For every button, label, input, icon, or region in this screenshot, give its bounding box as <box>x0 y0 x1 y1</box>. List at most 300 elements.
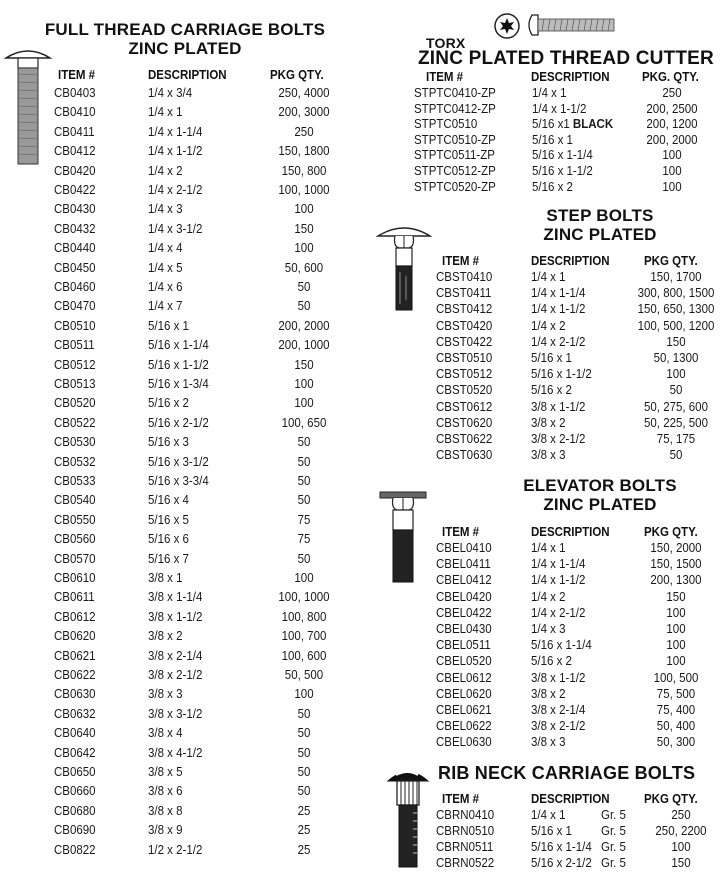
table-row <box>436 351 720 368</box>
description: 1/4 x 2 <box>531 318 566 333</box>
description: 1/4 x 1-1/2 <box>531 573 586 588</box>
table-row <box>54 590 354 607</box>
package-quantity: 200, 1300 <box>650 573 702 588</box>
column-header-item: ITEM # <box>426 70 464 84</box>
table-row <box>436 448 720 465</box>
package-quantity: 75 <box>297 532 311 547</box>
table-row <box>436 286 720 303</box>
table-row <box>436 270 720 287</box>
description: 5/16 x 6 <box>148 532 189 547</box>
column-header-item: ITEM # <box>58 68 96 82</box>
description: 1/4 x 1-1/2 <box>148 144 203 159</box>
table-row <box>54 144 354 161</box>
item-number: CBST0622 <box>436 432 493 446</box>
item-number: CBEL0430 <box>436 622 492 636</box>
description: 5/16 x 1 <box>532 132 573 147</box>
description: 1/4 x 2 <box>531 589 566 604</box>
description: 5/16 x 7 <box>148 551 189 566</box>
package-quantity: 50 <box>669 448 683 463</box>
item-number: CB0610 <box>54 571 96 585</box>
description: 1/4 x 1-1/2 <box>532 101 587 116</box>
description: 1/4 x 3 <box>148 202 183 217</box>
item-number: CBEL0630 <box>436 735 492 750</box>
table-row <box>54 765 354 782</box>
package-quantity: 100 <box>294 202 314 217</box>
package-quantity: 150 <box>666 334 686 349</box>
package-quantity: 150 <box>671 856 691 870</box>
table-row <box>54 571 354 588</box>
package-quantity: 100 <box>666 654 686 669</box>
table-row <box>436 671 720 688</box>
table-row <box>54 804 354 821</box>
package-quantity: 100, 800 <box>281 609 327 624</box>
package-quantity: 50, 1300 <box>653 351 699 365</box>
table-row <box>436 400 720 417</box>
package-quantity: 250, 4000 <box>278 86 330 100</box>
package-quantity: 150, 1800 <box>278 144 330 159</box>
item-number: CB0540 <box>54 493 96 508</box>
package-quantity: 100, 700 <box>281 629 327 644</box>
carriage-bolt-icon <box>4 40 54 170</box>
item-number: CBEL0520 <box>436 654 492 669</box>
section-title: STEP BOLTS ZINC PLATED <box>543 206 657 244</box>
package-quantity: 50, 500 <box>284 668 324 682</box>
table-row <box>436 856 720 873</box>
item-number: CB0403 <box>54 86 96 100</box>
item-number: CB0822 <box>54 842 96 857</box>
description: 1/4 x 1 <box>531 541 566 555</box>
item-number: STPTC0410-ZP <box>414 86 496 100</box>
table-row <box>54 746 354 763</box>
table-row <box>54 474 354 491</box>
description: 3/8 x 5 <box>148 765 183 779</box>
table-row <box>436 590 720 607</box>
description: 1/4 x 6 <box>148 280 183 294</box>
description: 1/4 x 1-1/2 <box>531 302 586 317</box>
table-row <box>54 319 354 336</box>
table-row <box>54 299 354 316</box>
item-number: CB0440 <box>54 241 96 256</box>
table-row <box>436 557 720 574</box>
item-number: CBEL0420 <box>436 589 492 604</box>
column-header-qty: PKG QTY. <box>644 792 698 806</box>
package-quantity: 100 <box>666 638 686 653</box>
table-row <box>54 396 354 413</box>
package-quantity: 100, 1000 <box>278 590 330 605</box>
item-number: CB0690 <box>54 823 96 838</box>
description: 5/16 x 1-1/2 <box>531 367 592 382</box>
description: 3/8 x 2-1/2 <box>531 432 586 446</box>
table-row <box>436 432 720 449</box>
table-row <box>436 687 720 704</box>
item-number: CBST0510 <box>436 351 493 365</box>
table-row <box>414 133 714 150</box>
table-row <box>436 638 720 655</box>
item-number: CBEL0422 <box>436 605 492 620</box>
item-number: CBST0620 <box>436 415 493 430</box>
table-row <box>54 687 354 704</box>
column-header-qty: PKG. QTY. <box>642 70 699 84</box>
package-quantity: 50, 225, 500 <box>644 415 708 430</box>
item-number: CB0533 <box>54 474 96 488</box>
item-number: CB0460 <box>54 280 96 294</box>
description: 3/8 x 4 <box>148 726 183 741</box>
package-quantity: 100 <box>666 367 686 382</box>
item-number: CBEL0621 <box>436 703 492 717</box>
description-highlight: BLACK <box>572 117 614 132</box>
package-quantity: 100 <box>662 148 682 163</box>
package-quantity: 100, 600 <box>281 648 327 663</box>
column-header-item: ITEM # <box>442 792 480 806</box>
grade: Gr. 5 <box>601 824 626 838</box>
item-number: CB0420 <box>54 163 96 178</box>
package-quantity: 75, 400 <box>656 703 696 717</box>
table-row <box>54 280 354 297</box>
table-row <box>54 183 354 200</box>
package-quantity: 100 <box>666 622 686 636</box>
table-row <box>436 808 720 825</box>
table-row <box>436 541 720 558</box>
item-number: CB0432 <box>54 221 96 236</box>
package-quantity: 100, 650 <box>281 415 327 430</box>
package-quantity: 150, 800 <box>281 163 327 178</box>
description: 1/4 x 2-1/2 <box>531 334 586 349</box>
package-quantity: 75, 500 <box>656 686 696 701</box>
table-row <box>54 435 354 452</box>
description: 3/8 x 8 <box>148 803 183 818</box>
description: 1/4 x 2-1/2 <box>531 605 586 620</box>
item-number: CBST0520 <box>436 383 493 398</box>
description: 1/4 x 3/4 <box>148 86 193 100</box>
description: 1/4 x 1 <box>531 270 566 284</box>
description: 1/4 x 2 <box>148 163 183 178</box>
item-number: STPTC0520-ZP <box>414 179 496 194</box>
package-quantity: 100 <box>294 571 314 585</box>
description: 5/16 x 1 <box>531 351 572 365</box>
grade: Gr. 5 <box>601 808 626 822</box>
description: 5/16 x 3-1/2 <box>148 454 209 469</box>
table-row <box>54 377 354 394</box>
column-header-description: DESCRIPTION <box>531 254 610 268</box>
package-quantity: 50 <box>297 765 311 779</box>
description: 5/16 x 4 <box>148 493 189 508</box>
description: 5/16 x 5 <box>148 512 189 527</box>
item-number: CB0522 <box>54 415 96 430</box>
column-header-item: ITEM # <box>442 254 480 268</box>
description: 3/8 x 2-1/4 <box>148 648 203 663</box>
item-number: CBST0420 <box>436 318 493 333</box>
package-quantity: 100 <box>294 241 314 256</box>
package-quantity: 50 <box>297 745 311 760</box>
package-quantity: 100, 500 <box>653 670 699 685</box>
item-number: CB0422 <box>54 183 96 197</box>
column-header-qty: PKG QTY. <box>644 254 698 268</box>
rib-neck-carriage-bolts-section <box>370 755 720 873</box>
item-number: CB0650 <box>54 765 96 779</box>
item-number: STPTC0510 <box>414 117 478 132</box>
torx-head-icon <box>493 12 521 40</box>
item-number: CB0550 <box>54 512 96 527</box>
item-number: CB0530 <box>54 435 96 450</box>
item-number: CB0640 <box>54 726 96 741</box>
description: 1/4 x 3 <box>531 622 566 636</box>
item-number: CBEL0412 <box>436 573 492 588</box>
description: 5/16 x 1-1/4 <box>532 148 593 163</box>
package-quantity: 200, 2000 <box>646 132 698 147</box>
package-quantity: 50 <box>297 454 311 469</box>
item-number: CB0630 <box>54 687 96 702</box>
grade: Gr. 5 <box>601 840 626 854</box>
item-number: CB0410 <box>54 105 96 120</box>
table-row <box>54 843 354 860</box>
package-quantity: 250 <box>294 124 314 139</box>
package-quantity: 200, 1000 <box>278 338 330 353</box>
package-quantity: 25 <box>297 803 311 818</box>
item-number: CBEL0612 <box>436 670 492 685</box>
table-row <box>414 164 714 181</box>
table-row <box>436 335 720 352</box>
item-number: CBST0412 <box>436 302 493 317</box>
table-row <box>54 493 354 510</box>
package-quantity: 150, 1500 <box>650 557 702 572</box>
package-quantity: 50 <box>297 706 311 721</box>
table-row <box>54 241 354 258</box>
table-row <box>436 840 720 857</box>
item-number: CBRN0410 <box>436 808 495 822</box>
step-bolt-icon <box>376 220 432 316</box>
table-row <box>54 532 354 549</box>
description: 3/8 x 2 <box>148 629 183 644</box>
grade: Gr. 5 <box>601 856 626 870</box>
item-number: CBRN0522 <box>436 856 495 870</box>
item-number: CBST0410 <box>436 270 493 284</box>
table-row <box>436 735 720 752</box>
description: 3/8 x 1-1/2 <box>531 399 586 414</box>
description: 3/8 x 3 <box>531 448 566 463</box>
table-row <box>54 823 354 840</box>
description: 3/8 x 1 <box>148 571 183 585</box>
package-quantity: 150, 1700 <box>650 270 702 284</box>
description: 1/4 x 4 <box>148 241 183 256</box>
item-number: CB0511 <box>54 338 95 353</box>
item-number: CB0621 <box>54 648 96 663</box>
description: 5/16 x 2-1/2 <box>148 415 209 430</box>
item-number: CB0513 <box>54 377 96 391</box>
elevator-bolts-section <box>370 470 720 750</box>
description: 5/16 x 2 <box>531 654 572 669</box>
item-number: CBRN0511 <box>436 840 494 854</box>
table-row <box>54 358 354 375</box>
description: 3/8 x 2 <box>531 686 566 701</box>
column-header-description: DESCRIPTION <box>148 68 227 82</box>
item-number: CB0680 <box>54 803 96 818</box>
package-quantity: 100 <box>662 164 682 178</box>
table-row <box>54 164 354 181</box>
table-row <box>436 319 720 336</box>
table-row <box>436 719 720 736</box>
table-row <box>54 416 354 433</box>
package-quantity: 150, 2000 <box>650 541 702 555</box>
table-row <box>436 573 720 590</box>
description: 5/16 x 1-1/4 <box>531 638 592 653</box>
item-number: CBST0612 <box>436 399 493 414</box>
description: 1/4 x 1-1/4 <box>531 557 586 572</box>
item-number: STPTC0511-ZP <box>414 148 495 163</box>
description: 1/4 x 1 <box>148 105 183 120</box>
column-header-description: DESCRIPTION <box>531 525 610 539</box>
section-title: ELEVATOR BOLTS ZINC PLATED <box>523 476 677 514</box>
thread-cutter-section <box>410 0 720 200</box>
table-row <box>54 784 354 801</box>
package-quantity: 200, 1200 <box>646 117 698 132</box>
package-quantity: 150 <box>294 221 314 236</box>
table-row <box>54 629 354 646</box>
item-number: CB0510 <box>54 318 96 333</box>
item-number: CB0430 <box>54 202 96 217</box>
description: 5/16 x 1 <box>531 824 572 838</box>
item-number: CB0450 <box>54 260 96 275</box>
description: 5/16 x 1-1/2 <box>148 357 209 372</box>
item-number: CB0642 <box>54 745 96 760</box>
table-row <box>54 513 354 530</box>
package-quantity: 100 <box>666 605 686 620</box>
package-quantity: 50 <box>297 435 311 450</box>
item-number: CBEL0511 <box>436 638 491 653</box>
package-quantity: 50 <box>297 474 311 488</box>
table-row <box>414 117 714 134</box>
section-title: RIB NECK CARRIAGE BOLTS <box>438 763 696 783</box>
table-row <box>436 367 720 384</box>
thread-cutter-screw-icon <box>526 13 616 37</box>
description: 5/16 x 2 <box>532 179 573 194</box>
description: 5/16 x 1-1/4 <box>148 338 209 353</box>
description: 1/4 x 1-1/4 <box>531 286 586 301</box>
description: 3/8 x 4-1/2 <box>148 745 203 760</box>
section-title: ZINC PLATED THREAD CUTTER <box>418 48 714 69</box>
table-row <box>54 125 354 142</box>
item-number: CBST0630 <box>436 448 493 463</box>
package-quantity: 50 <box>297 280 311 294</box>
table-row <box>54 105 354 122</box>
description: 1/4 x 1 <box>532 86 567 100</box>
table-row <box>54 610 354 627</box>
item-number: CB0622 <box>54 668 96 682</box>
package-quantity: 100 <box>294 377 314 391</box>
package-quantity: 50 <box>297 299 311 314</box>
table-row <box>414 148 714 165</box>
table-row <box>54 726 354 743</box>
package-quantity: 250 <box>662 86 682 100</box>
description: 5/16 x 1-1/4 <box>531 840 592 854</box>
column-header-qty: PKG QTY. <box>270 68 324 82</box>
item-number: CB0532 <box>54 454 96 469</box>
description: 3/8 x 1-1/2 <box>148 609 203 624</box>
description: 5/16 x 1 <box>148 318 189 333</box>
item-number: CBST0411 <box>436 286 492 301</box>
package-quantity: 50 <box>297 493 311 508</box>
description: 3/8 x 2-1/2 <box>148 668 203 682</box>
description: 3/8 x 1-1/2 <box>531 670 586 685</box>
package-quantity: 50 <box>297 726 311 741</box>
description: 1/4 x 7 <box>148 299 183 314</box>
package-quantity: 250, 2200 <box>655 824 707 838</box>
package-quantity: 150 <box>666 589 686 604</box>
description: 3/8 x 6 <box>148 784 183 799</box>
item-number: CBEL0410 <box>436 541 492 555</box>
item-number: CB0411 <box>54 124 95 139</box>
table-row <box>54 338 354 355</box>
table-row <box>54 668 354 685</box>
description: 5/16 x 2-1/2 <box>531 856 592 870</box>
package-quantity: 100 <box>671 840 691 854</box>
item-number: CB0560 <box>54 532 96 547</box>
description: 5/16 x 3 <box>148 435 189 450</box>
description: 1/4 x 2-1/2 <box>148 183 203 197</box>
item-number: CB0520 <box>54 396 96 411</box>
description: 3/8 x 3 <box>148 687 183 702</box>
section-title: FULL THREAD CARRIAGE BOLTS ZINC PLATED <box>44 20 326 58</box>
item-number: STPTC0512-ZP <box>414 164 496 178</box>
table-row <box>414 86 714 103</box>
item-number: CB0570 <box>54 551 96 566</box>
table-row <box>54 222 354 239</box>
item-number: CBEL0622 <box>436 719 492 734</box>
table-row <box>436 622 720 639</box>
package-quantity: 25 <box>297 823 311 838</box>
description: 3/8 x 9 <box>148 823 183 838</box>
item-number: STPTC0412-ZP <box>414 101 496 116</box>
description: 1/4 x 5 <box>148 260 183 275</box>
item-number: STPTC0510-ZP <box>414 132 496 147</box>
table-row <box>54 261 354 278</box>
item-number: CB0611 <box>54 590 95 605</box>
description: 3/8 x 1-1/4 <box>148 590 203 605</box>
table-row <box>436 302 720 319</box>
package-quantity: 50 <box>669 383 683 398</box>
table-row <box>436 416 720 433</box>
package-quantity: 75, 175 <box>656 432 696 446</box>
package-quantity: 50 <box>297 784 311 799</box>
package-quantity: 25 <box>297 842 311 857</box>
table-row <box>414 180 714 197</box>
item-number: CB0512 <box>54 357 96 372</box>
table-row <box>54 649 354 666</box>
elevator-bolt-icon <box>378 490 428 590</box>
item-number: CB0660 <box>54 784 96 799</box>
table-row <box>54 202 354 219</box>
item-number: CB0632 <box>54 706 96 721</box>
item-number: CBEL0620 <box>436 686 492 701</box>
description: 3/8 x 2-1/4 <box>531 703 586 717</box>
description: 5/16 x 1-1/2 <box>532 164 593 178</box>
column-header-description: DESCRIPTION <box>531 70 610 84</box>
item-number: CB0470 <box>54 299 96 314</box>
item-number: CBST0512 <box>436 367 493 382</box>
package-quantity: 100, 1000 <box>278 183 330 197</box>
description: 5/16 x 2 <box>531 383 572 398</box>
package-quantity: 150 <box>294 357 314 372</box>
table-row <box>54 86 354 103</box>
description: 5/16 x 3-3/4 <box>148 474 209 488</box>
rib-neck-bolt-icon <box>386 763 430 873</box>
item-number: CBRN0510 <box>436 824 495 838</box>
table-row <box>436 654 720 671</box>
item-number: CB0620 <box>54 629 96 644</box>
package-quantity: 50, 400 <box>656 719 696 734</box>
description: 5/16 x 2 <box>148 396 189 411</box>
package-quantity: 100 <box>662 179 682 194</box>
package-quantity: 100 <box>294 687 314 702</box>
